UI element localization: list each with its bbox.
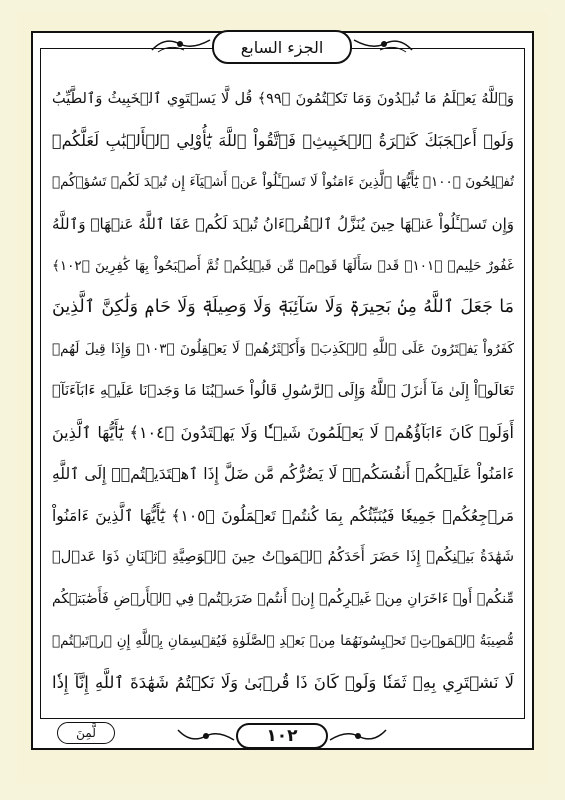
header-ornament-left-icon <box>150 34 212 56</box>
catchword-label: لَّمِنَ <box>57 722 115 744</box>
text-line: شَهَٰدَةُ بَيۡنِكُمۡ إِذَا حَضَرَ أَحَدَكُمُ ٱلۡمَوۡتُ حِينَ ٱلۡوَصِيَّةِ ٱثۡنَانِ ذَوَا عَدۡلٖ <box>52 549 514 566</box>
text-line: مُّصِيبَةُ ٱلۡمَوۡتِۚ تَحۡبِسُونَهُمَا مِنۢ بَعۡدِ ٱلصَّلَوٰةِ فَيُقۡسِمَانِ بِٱللَّهِ إِنِ ٱرۡتَبۡتُمۡ <box>52 632 514 649</box>
text-line: لَا نَشۡتَرِي بِهِۦ ثَمَنٗا وَلَوۡ كَانَ ذَا قُرۡبَىٰ وَلَا نَكۡتُمُ شَهَٰدَةَ ٱللَّهِ إِنَّآ إِذٗا <box>52 672 514 692</box>
footer-ornament-right-icon <box>328 726 388 746</box>
header-ornament-right-icon <box>352 34 414 56</box>
juz-title: الجزء السابع <box>240 37 324 57</box>
text-line: وَٱللَّهُ يَعۡلَمُ مَا تُبۡدُونَ وَمَا تَكۡتُمُونَ ﴿٩٩﴾ قُل لَّا يَسۡتَوِي ٱلۡخَبِيثُ وَٱلطَّيِّبُ <box>52 90 514 107</box>
text-line: كَفَرُواْ يَفۡتَرُونَ عَلَى ٱللَّهِ ٱلۡكَذِبَۖ وَأَكۡثَرُهُمۡ لَا يَعۡقِلُونَ ﴿١٠٣﴾ وَإِذَا قِيلَ لَهُمۡ <box>52 340 514 357</box>
text-line: وَإِن تَسۡـَٔلُواْ عَنۡهَا حِينَ يُنَزَّلُ ٱلۡقُرۡءَانُ تُبۡدَ لَكُمۡ عَفَا ٱللَّهُ عَنۡهَاۗ وَٱللَّهُ <box>52 214 514 233</box>
text-line: ءَامَنُواْ عَلَيۡكُمۡ أَنفُسَكُمۡۖ لَا يَضُرُّكُم مَّن ضَلَّ إِذَا ٱهۡتَدَيۡتُمۡۚ إِلَى ٱللَّهِ <box>52 465 514 484</box>
page-number: ١٠٢ <box>236 723 328 749</box>
juz-title-cartouche <box>212 30 352 64</box>
text-line: مَا جَعَلَ ٱللَّهُ مِنۢ بَحِيرَةٖ وَلَا سَآئِبَةٖ وَلَا وَصِيلَةٖ وَلَا حَامٖ وَلَٰكِنَّ ٱلَّذِينَ <box>52 297 514 318</box>
text-line: تَعَالَوۡاْ إِلَىٰ مَآ أَنزَلَ ٱللَّهُ وَإِلَى ٱلرَّسُولِ قَالُواْ حَسۡبُنَا مَا وَجَدۡنَا عَلَيۡهِ ءَابَآءَنَآۚ <box>52 382 514 399</box>
footer-ornament-left-icon <box>176 726 236 746</box>
text-line: تُفۡلِحُونَ ﴿١٠٠﴾ يَٰٓأَيُّهَا ٱلَّذِينَ ءَامَنُواْ لَا تَسۡـَٔلُواْ عَنۡ أَشۡيَآءَ إِن تُبۡدَ لَكُمۡ تَسُؤۡكُمۡ <box>52 174 514 191</box>
text-line: أَوَلَوۡ كَانَ ءَابَآؤُهُمۡ لَا يَعۡلَمُونَ شَيۡـٔٗا وَلَا يَهۡتَدُونَ ﴿١٠٤﴾ يَٰٓأَيُّهَا ٱلَّذِينَ <box>52 422 514 442</box>
text-line: مَرۡجِعُكُمۡ جَمِيعٗا فَيُنَبِّئُكُم بِمَا كُنتُمۡ تَعۡمَلُونَ ﴿١٠٥﴾ يَٰٓأَيُّهَا ٱلَّذِينَ ءَامَنُواْ <box>52 506 514 525</box>
text-line: غَفُورٌ حَلِيمٞ ﴿١٠١﴾ قَدۡ سَأَلَهَا قَوۡمٞ مِّن قَبۡلِكُمۡ ثُمَّ أَصۡبَحُواْ بِهَا كَٰفِرِينَ ﴿١٠٢﴾ <box>52 257 514 274</box>
quran-text-block <box>52 78 514 703</box>
text-line: وَلَوۡ أَعۡجَبَكَ كَثۡرَةُ ٱلۡخَبِيثِۚ فَٱتَّقُواْ ٱللَّهَ يَٰٓأُوْلِي ٱلۡأَلۡبَٰبِ لَعَلَّكُمۡ <box>52 131 514 151</box>
text-line: مِّنكُمۡ أَوۡ ءَاخَرَانِ مِنۡ غَيۡرِكُمۡ إِنۡ أَنتُمۡ ضَرَبۡتُمۡ فِي ٱلۡأَرۡضِ فَأَصَٰبَتۡكُم <box>52 591 514 608</box>
